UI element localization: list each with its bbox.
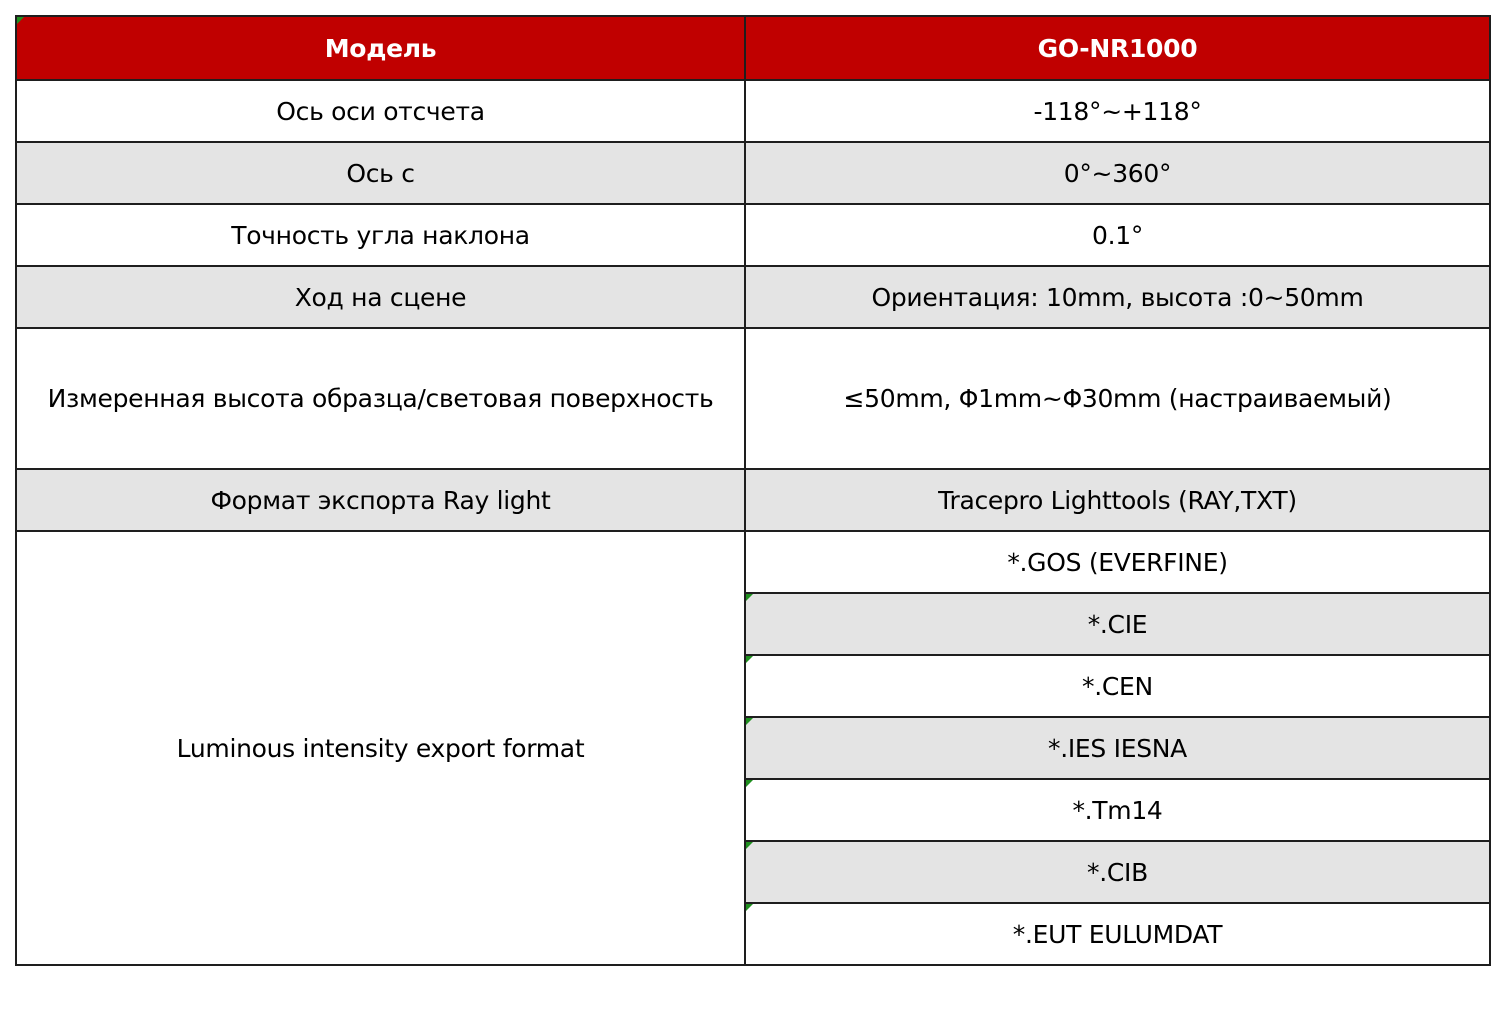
table-row	[16, 266, 1490, 328]
row-value: 0.1°	[745, 204, 1490, 266]
row-label: Измеренная высота образца/световая поверхность	[16, 328, 745, 469]
row-value: Tracepro Lighttools (RAY,TXT)	[745, 469, 1490, 531]
table-row	[16, 469, 1490, 531]
format-value: *.CEN	[745, 655, 1490, 717]
row-label: Ось с	[16, 142, 745, 204]
header-row	[16, 16, 1490, 80]
row-value: Ориентация: 10mm, высота :0~50mm	[745, 266, 1490, 328]
luminous-format-label: Luminous intensity export format	[16, 531, 745, 965]
table-row	[16, 142, 1490, 204]
row-value: -118°~+118°	[745, 80, 1490, 142]
row-label: Ось оси отсчета	[16, 80, 745, 142]
table-row	[16, 204, 1490, 266]
format-value: *.CIE	[745, 593, 1490, 655]
spec-table	[15, 15, 1491, 966]
format-value: *.Tm14	[745, 779, 1490, 841]
format-value: *.IES IESNA	[745, 717, 1490, 779]
header-model-name: GO-NR1000	[745, 16, 1490, 80]
row-label: Формат экспорта Ray light	[16, 469, 745, 531]
table-row	[16, 328, 1490, 469]
row-value: 0°~360°	[745, 142, 1490, 204]
row-label: Ход на сцене	[16, 266, 745, 328]
table-row	[16, 531, 1490, 593]
format-value: *.CIB	[745, 841, 1490, 903]
table-row	[16, 80, 1490, 142]
row-value: ≤50mm, Φ1mm~Φ30mm (настраиваемый)	[745, 328, 1490, 469]
row-label: Точность угла наклона	[16, 204, 745, 266]
format-value: *.GOS (EVERFINE)	[745, 531, 1490, 593]
format-value: *.EUT EULUMDAT	[745, 903, 1490, 965]
header-model: Модель	[16, 16, 745, 80]
